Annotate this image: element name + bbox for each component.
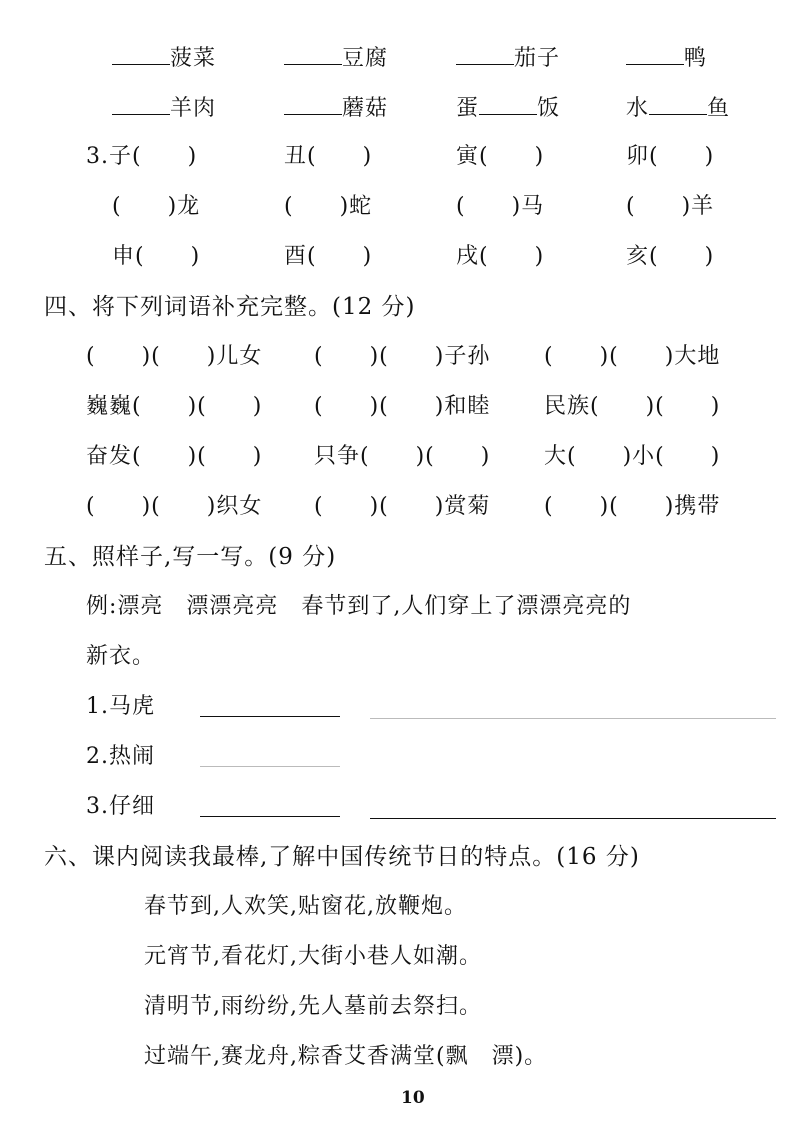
poem-line: 清明节,雨纷纷,先人墓前去祭扫。 xyxy=(144,994,482,1019)
fill-item-4: 鸭 xyxy=(626,42,707,74)
example-line-cont: 新衣。 xyxy=(86,644,156,669)
fill-item-1: 菠菜 xyxy=(112,42,216,74)
idiom-item: ( )( )儿女 xyxy=(86,344,263,369)
fill-item-6: 蘑菇 xyxy=(284,92,388,124)
poem-line: 元宵节,看花灯,大街小巷人如潮。 xyxy=(144,944,482,969)
fill-item-2: 豆腐 xyxy=(284,42,388,74)
section-5-title: 五、照样子,写一写。(9 分) xyxy=(44,544,337,570)
zodiac-item: ( )蛇 xyxy=(284,194,373,219)
zodiac-item: 寅( ) xyxy=(456,144,545,169)
answer-line[interactable] xyxy=(200,766,340,767)
idiom-item: ( )( )子孙 xyxy=(314,344,491,369)
page-number: 10 xyxy=(401,1088,425,1108)
example-line: 例:漂亮 漂漂亮亮 春节到了,人们穿上了漂漂亮亮的 xyxy=(86,594,632,619)
item-label: 2.热闹 xyxy=(86,744,155,769)
zodiac-item: ( )羊 xyxy=(626,194,715,219)
fill-item-5: 羊肉 xyxy=(112,92,216,124)
idiom-item: ( )( )赏菊 xyxy=(314,494,491,519)
zodiac-item: 3.子( ) xyxy=(86,144,198,169)
zodiac-item: 戌( ) xyxy=(456,244,545,269)
answer-line[interactable] xyxy=(370,718,776,719)
answer-line[interactable] xyxy=(370,818,776,819)
section-4-title: 四、将下列词语补充完整。(12 分) xyxy=(44,294,416,320)
answer-line[interactable] xyxy=(200,816,340,817)
zodiac-item: 亥( ) xyxy=(626,244,715,269)
poem-line: 过端午,赛龙舟,粽香艾香满堂(飘 漂)。 xyxy=(144,1044,548,1069)
poem-line: 春节到,人欢笑,贴窗花,放鞭炮。 xyxy=(144,894,467,919)
item-label: 3.仔细 xyxy=(86,794,155,819)
idiom-item: ( )( )大地 xyxy=(544,344,721,369)
zodiac-item: ( )马 xyxy=(456,194,545,219)
idiom-item: ( )( )携带 xyxy=(544,494,721,519)
zodiac-item: 卯( ) xyxy=(626,144,715,169)
zodiac-item: 酉( ) xyxy=(284,244,373,269)
idiom-item: 大( )小( ) xyxy=(544,444,721,469)
idiom-item: 只争( )( ) xyxy=(314,444,491,469)
idiom-item: ( )( )织女 xyxy=(86,494,263,519)
fill-item-3: 茄子 xyxy=(456,42,560,74)
zodiac-item: 丑( ) xyxy=(284,144,373,169)
item-label: 1.马虎 xyxy=(86,694,155,719)
section-6-title: 六、课内阅读我最棒,了解中国传统节日的特点。(16 分) xyxy=(44,844,640,870)
zodiac-item: 申( ) xyxy=(112,244,201,269)
idiom-item: 奋发( )( ) xyxy=(86,444,263,469)
idiom-item: ( )( )和睦 xyxy=(314,394,491,419)
answer-line[interactable] xyxy=(200,716,340,717)
fill-item-7: 蛋 饭 xyxy=(456,92,560,124)
idiom-item: 巍巍( )( ) xyxy=(86,394,263,419)
fill-item-8: 水 鱼 xyxy=(626,92,730,124)
idiom-item: 民族( )( ) xyxy=(544,394,721,419)
zodiac-item: ( )龙 xyxy=(112,194,201,219)
